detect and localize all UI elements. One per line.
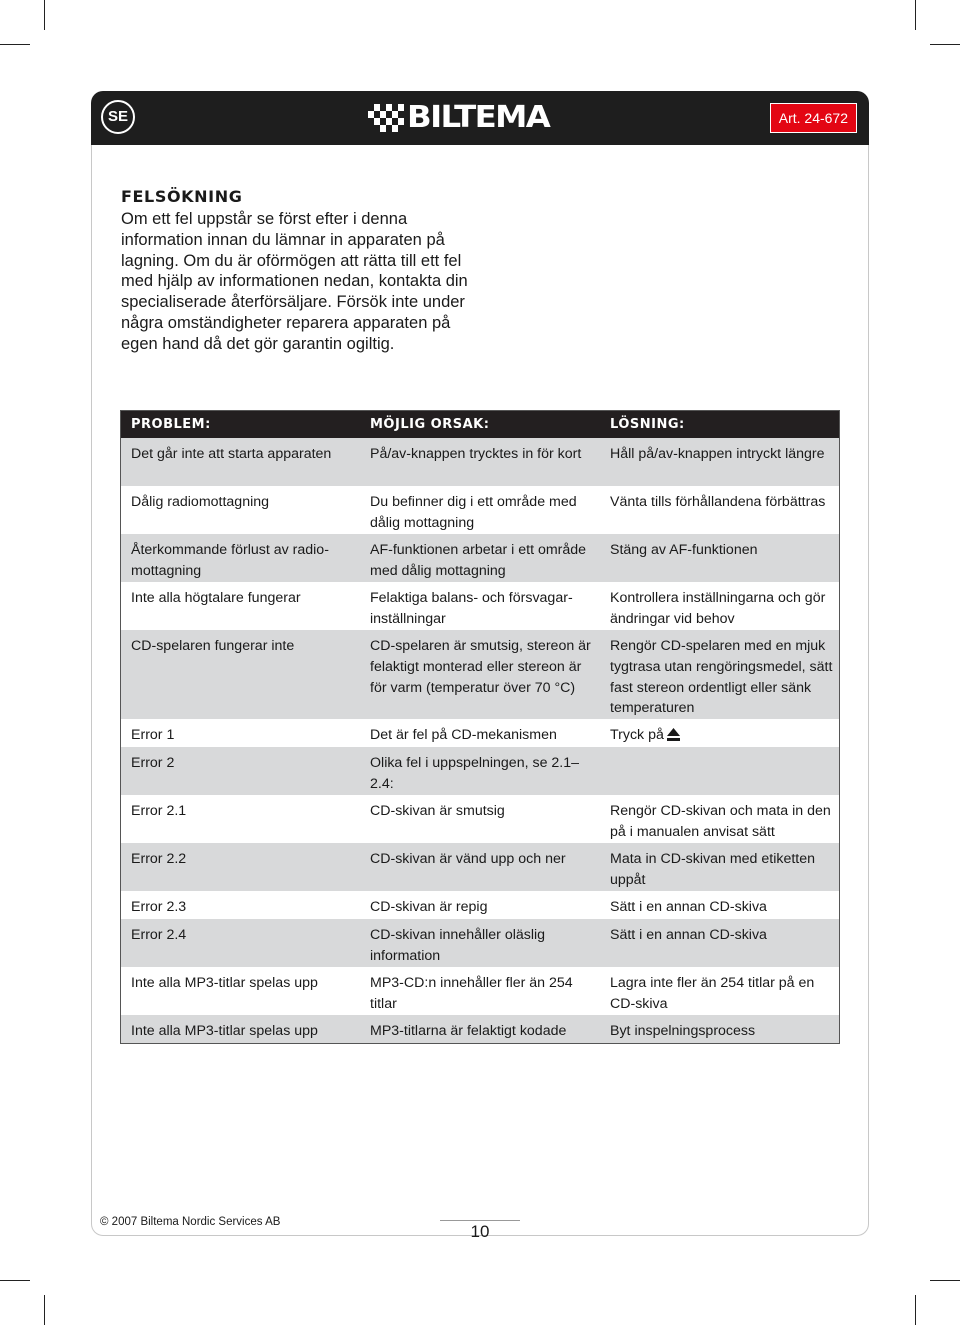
cause-cell: CD-skivan är repig (370, 899, 488, 915)
cause-cell: Du befinner dig i ett område med dålig mottagning (370, 494, 577, 531)
cause-cell: CD-skivan innehåller oläslig information (370, 927, 546, 964)
table-row (121, 438, 839, 486)
solution-cell (600, 725, 839, 743)
solution-cell: Mata in CD-skivan med etiketten uppåt (610, 851, 816, 888)
cause-cell: MP3-titlarna är felaktigt kodade (370, 1023, 567, 1039)
troubleshooting-table (120, 410, 840, 1044)
checkered-flag-icon (368, 104, 404, 132)
cause-cell: Felaktiga balans- och försvagar-inställningar (370, 590, 573, 627)
cause-cell: CD-skivan är vänd upp och ner (370, 851, 566, 867)
solution-cell: Rengör CD-spelaren med en mjuk tygtrasa utan rengöringsmedel, sätt fast stereon ordentligt eller sänk temperaturen (610, 638, 833, 717)
table-row (121, 843, 839, 891)
solution-text: Tryck på (610, 727, 664, 743)
crop-mark (0, 1280, 30, 1281)
crop-mark (44, 1295, 45, 1325)
header-solution: LÖSNING: (610, 417, 685, 432)
table-row (121, 891, 839, 919)
problem-cell: Återkommande förlust av radio-mottagning (131, 542, 329, 579)
cause-cell: AF-funktionen arbetar i ett område med dålig mottagning (370, 542, 587, 579)
problem-cell: Inte alla MP3-titlar spelas upp (131, 1023, 318, 1039)
solution-cell (600, 753, 839, 791)
page-number: 10 (470, 1222, 490, 1241)
intro-text: Om ett fel uppstår se först efter i denna information innan du lämnar in apparaten på lagning. Om du är oförmögen att rätta till ett fel med hjälp av informationen nedan, kontakta din specialiserade återförsäljare. Försök inte under några omständigheter reparera apparaten på egen hand då det gör garantin ogiltig. (121, 210, 468, 353)
cause-cell: På/av-knappen trycktes in för kort (370, 446, 582, 462)
cause-cell: CD-spelaren är smutsig, stereon är felaktigt monterad eller stereon är för varm (temperatur över 70 °C) (370, 638, 591, 696)
table-row (121, 534, 839, 582)
solution-cell: Rengör CD-skivan och mata in den på i manualen anvisat sätt (610, 803, 831, 840)
copyright-notice: © 2007 Biltema Nordic Services AB (100, 1216, 281, 1228)
table-row (121, 486, 839, 534)
table-row (121, 582, 839, 630)
problem-cell: Det går inte att starta apparaten (131, 446, 332, 462)
table-header (121, 411, 839, 438)
cause-cell: Det är fel på CD-mekanismen (370, 727, 557, 743)
crop-mark (915, 1295, 916, 1325)
language-badge: SE (101, 100, 135, 134)
troubleshooting-intro (121, 187, 481, 355)
table-row (121, 1015, 839, 1043)
problem-cell: Error 2.3 (131, 899, 187, 915)
table-row (121, 630, 839, 719)
page-header (91, 91, 869, 145)
crop-mark (915, 0, 916, 30)
table-row (121, 719, 839, 747)
problem-cell: Error 2.2 (131, 851, 187, 867)
table-row (121, 795, 839, 843)
eject-icon (667, 728, 680, 741)
table-row (121, 919, 839, 967)
solution-cell: Byt inspelningsprocess (610, 1023, 756, 1039)
solution-cell: Stäng av AF-funktionen (610, 542, 758, 558)
cause-cell: CD-skivan är smutsig (370, 803, 505, 819)
header-problem: PROBLEM: (131, 417, 211, 432)
problem-cell: Inte alla MP3-titlar spelas upp (131, 975, 318, 991)
problem-cell: Error 2 (131, 755, 175, 771)
header-cause: MÖJLIG ORSAK: (370, 417, 490, 432)
problem-cell: Error 1 (131, 727, 175, 743)
problem-cell: Error 2.4 (131, 927, 187, 943)
crop-mark (930, 44, 960, 45)
cause-cell: MP3-CD:n innehåller fler än 254 titlar (370, 975, 573, 1012)
table-row (121, 747, 839, 795)
solution-cell: Vänta tills förhållandena förbättras (610, 494, 826, 510)
problem-cell: Dålig radiomottagning (131, 494, 270, 510)
problem-cell: Inte alla högtalare fungerar (131, 590, 301, 606)
problem-cell: CD-spelaren fungerar inte (131, 638, 295, 654)
solution-cell: Håll på/av-knappen intryckt längre (610, 446, 825, 462)
solution-cell: Sätt i en annan CD-skiva (610, 927, 767, 943)
article-number: Art. 24-672 (770, 103, 857, 133)
section-title: FELSÖKNING (121, 187, 243, 206)
cause-cell: Olika fel i uppspelningen, se 2.1–2.4: (370, 755, 580, 792)
table-row (121, 967, 839, 1015)
crop-mark (0, 44, 30, 45)
brand-logo (368, 100, 550, 135)
solution-cell: Kontrollera inställningarna och gör ändringar vid behov (610, 590, 826, 627)
page-number-rule (440, 1220, 520, 1221)
solution-cell: Lagra inte fler än 254 titlar på en CD-skiva (610, 975, 815, 1012)
crop-mark (44, 0, 45, 30)
brand-name: BILTEMA (407, 100, 550, 135)
problem-cell: Error 2.1 (131, 803, 187, 819)
crop-mark (930, 1280, 960, 1281)
solution-cell: Sätt i en annan CD-skiva (610, 899, 767, 915)
